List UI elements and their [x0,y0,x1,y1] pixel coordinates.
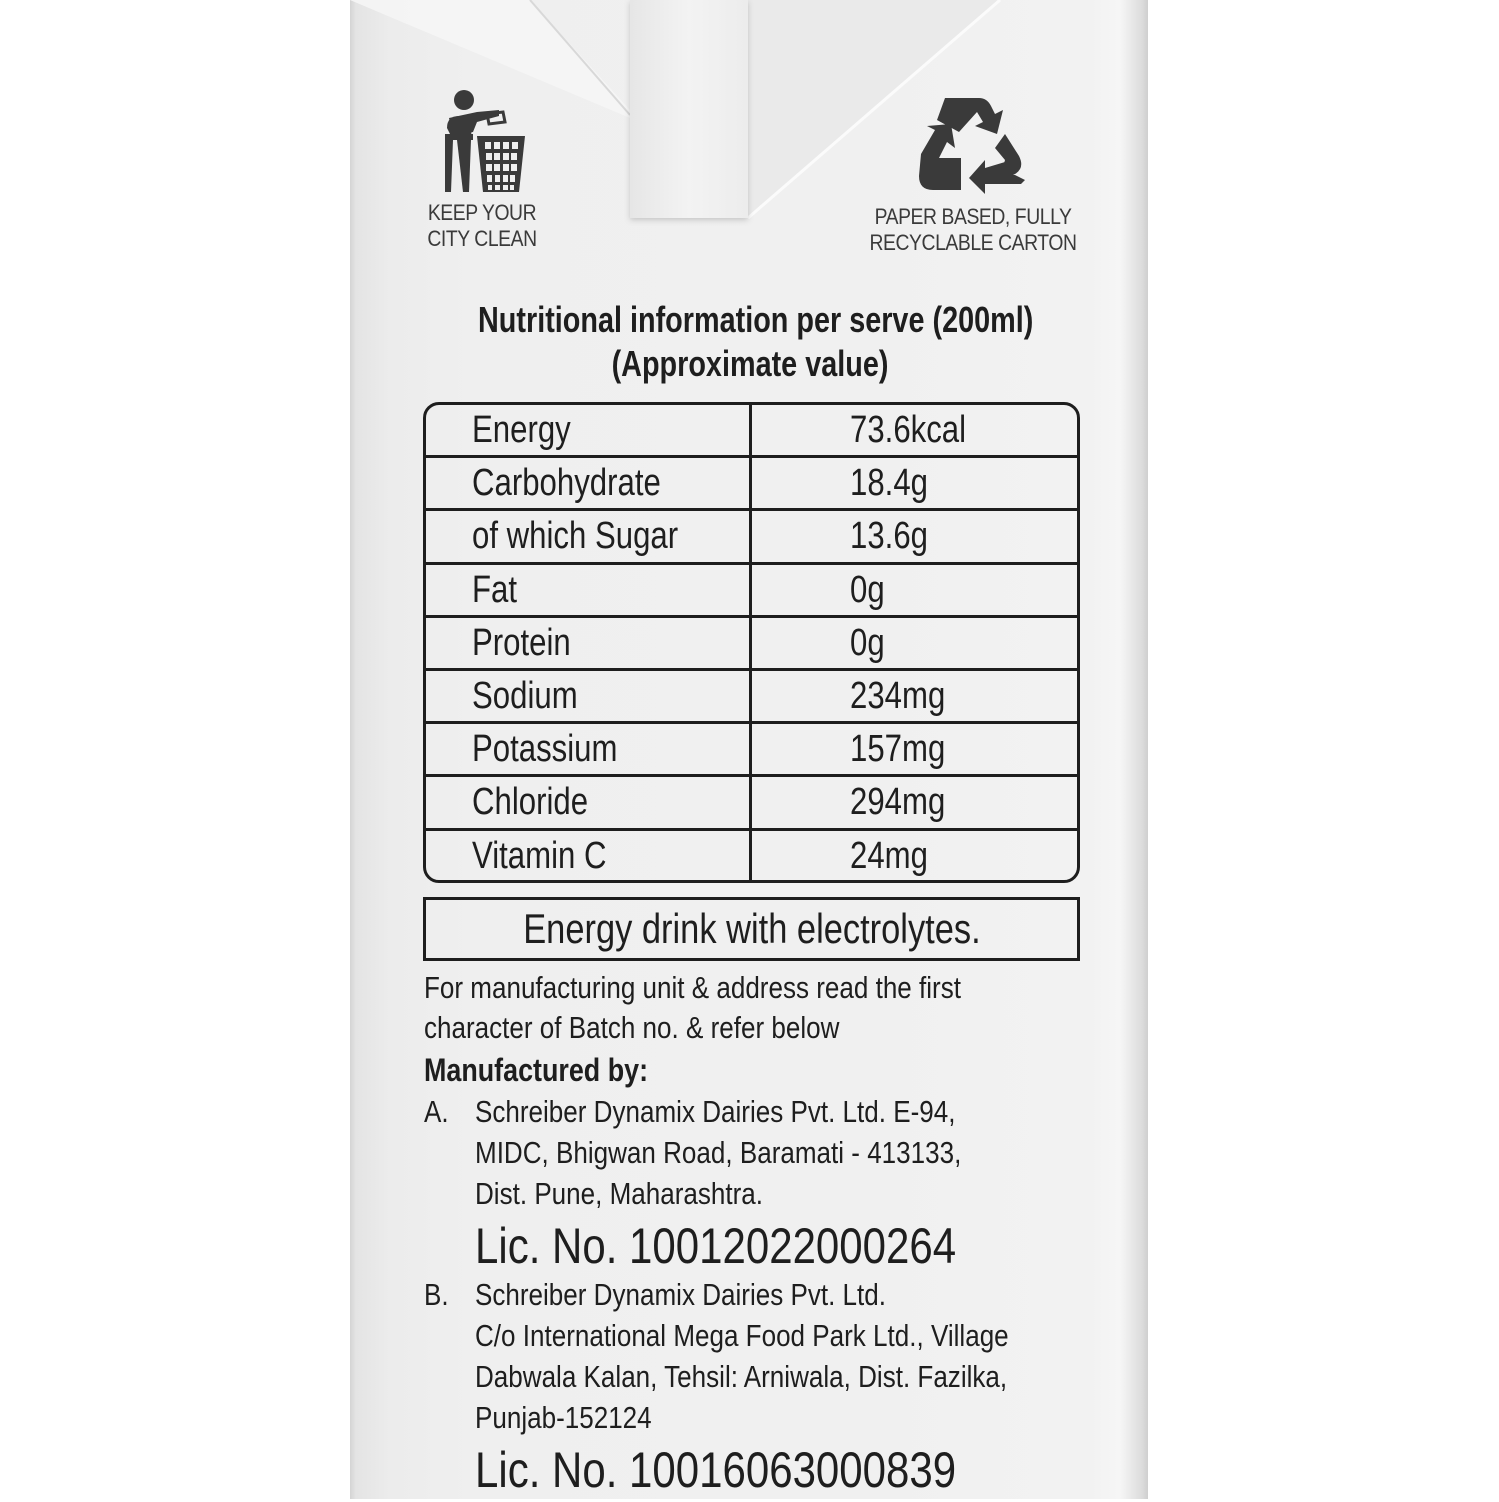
manufacturer-a [424,1091,1124,1278]
nutrient-value: 18.4g [850,462,928,505]
address-line: C/o International Mega Food Park Ltd., Village [475,1318,1009,1353]
nutrient-value: 294mg [850,781,946,824]
nutrient-value: 0g [850,621,885,664]
product-tagline: Energy drink with electrolytes. [522,905,981,952]
nutrient-name: Vitamin C [472,834,607,877]
nutrition-row-sodium [426,671,1077,724]
keep-city-clean-caption: KEEP YOUR CITY CLEAN [427,200,537,251]
nutrition-title: Nutritional information per serve (200ml) (Approximate value) [478,299,1034,384]
address-line: Dabwala Kalan, Tehsil: Arniwala, Dist. Fazilka, [475,1359,1008,1394]
nutrient-name: Energy [472,409,571,451]
nutrient-name: Carbohydrate [472,462,661,505]
manufacturer-letter: B. [424,1277,449,1312]
nutrition-row-protein [426,618,1077,671]
address-line: Punjab-152124 [475,1400,652,1435]
nutrient-name: Fat [472,568,518,611]
nutrition-row-sugar [426,511,1077,564]
recycle-icon [917,94,1029,198]
recyclable-carton-block [850,94,1096,256]
nutrient-value: 0g [850,568,885,611]
recyclable-carton-caption: PAPER BASED, FULLY RECYCLABLE CARTON [869,204,1077,255]
manufactured-by-heading: Manufactured by: [424,1052,649,1088]
nutrition-row-fat [426,565,1077,618]
nutrition-row-carbohydrate [426,458,1077,511]
license-number: Lic. No. 10016063000839 [475,1442,957,1498]
nutrition-row-energy [426,405,1077,458]
keep-city-clean-block [410,88,554,252]
nutrition-table [423,402,1080,883]
nutrient-name: Protein [472,621,571,664]
nutrient-name: Potassium [472,728,618,771]
batch-note: For manufacturing unit & address read the first character of Batch no. & refer below [424,970,961,1045]
nutrition-row-potassium [426,724,1077,777]
nutrition-row-vitamin-c [426,831,1077,884]
nutrient-value: 73.6kcal [850,409,967,451]
nutrient-value: 234mg [850,674,946,717]
address-line: Schreiber Dynamix Dairies Pvt. Ltd. E-94, [475,1094,956,1129]
nutrient-value: 157mg [850,728,946,771]
address-line: Dist. Pune, Maharashtra. [475,1176,764,1211]
address-line: MIDC, Bhigwan Road, Baramati - 413133, [475,1135,962,1170]
license-number: Lic. No. 10012022000264 [475,1218,957,1274]
tidyman-bin-icon [437,88,527,194]
carton-panel [350,0,1148,1499]
nutrient-name: Sodium [472,674,578,717]
manufacturer-b [424,1274,1124,1502]
manufacturer-letter: A. [424,1094,449,1129]
address-line: Schreiber Dynamix Dairies Pvt. Ltd. [475,1277,886,1312]
nutrition-row-chloride [426,777,1077,830]
nutrient-name: Chloride [472,781,589,824]
product-tagline-box [423,897,1080,961]
nutrient-name: of which Sugar [472,515,679,558]
nutrient-value: 24mg [850,834,928,877]
nutrient-value: 13.6g [850,515,928,558]
